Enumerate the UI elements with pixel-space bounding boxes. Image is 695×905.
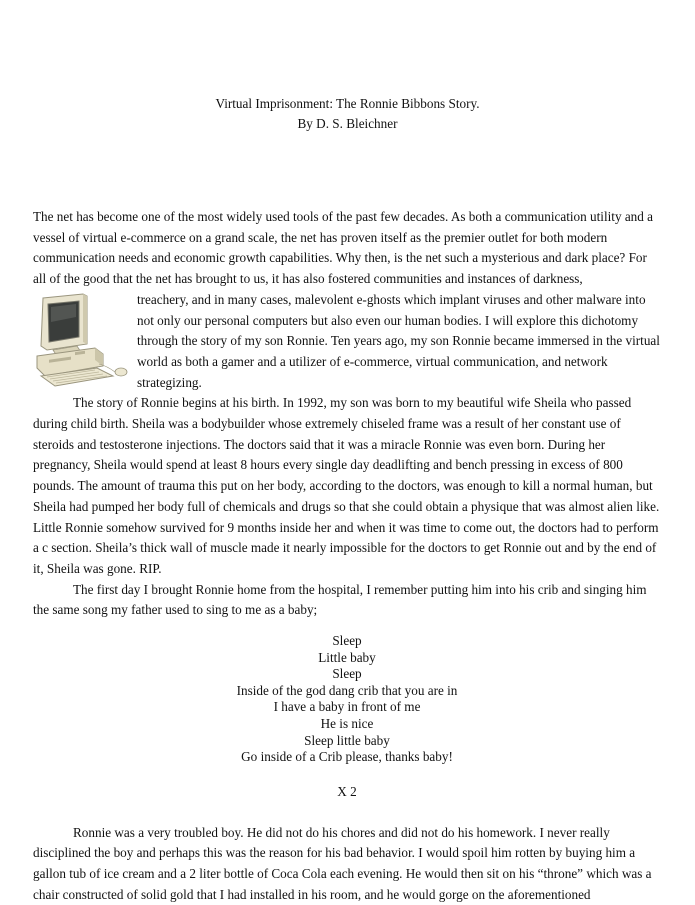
desktop-computer-icon — [33, 292, 133, 390]
poem-line: I have a baby in front of me — [273, 699, 421, 715]
poem-line: Sleep — [332, 666, 362, 682]
lullaby-poem — [33, 633, 661, 766]
paragraph-first-day: The first day I brought Ronnie home from the hospital, I remember putting him into his crib and singing him the same song my father used to sing to me as a baby; — [33, 581, 647, 618]
paragraph-birth: The story of Ronnie begins at his birth. In 1992, my son was born to my beautiful wife Sheila who passed during child birth. Sheila was a bodybuilder whose extremely chiseled frame was a result of her constant use of steroids and testosterone injections. The doctors said that it was a miracle Ronnie was even born. During her pregnancy, Sheila would spend at least 8 hours every single day deadlifting and bench pressing in excess of 800 pounds. The amount of trauma this put on her body, according to the doctors, was enough to kill a normal human, but Sheila had pumped her body full of chemicals and drugs so that she could obtain a physique that was almost alien like. Little Ronnie somehow survived for 9 months inside her and when it was time to come out, the doctors had to perform a c section. Sheila’s thick wall of muscle made it nearly impossible for the doctors to get Ronnie out and by the end of it, Sheila was gone. RIP. — [33, 395, 660, 576]
paragraph-intro: The net has become one of the most widely used tools of the past few decades. As both a communication utility and a vessel of virtual e-commerce on a grand scale, the net has proven itself as the premier outlet for both modern communication needs and economic growth capabilities. Why then, is the net such a mysterious and dark place? For all of the good that the net has brought to us, it has also fostered communities and instances of darkness, — [33, 209, 654, 287]
poem-line: He is nice — [320, 716, 374, 732]
poem-line: Sleep — [332, 633, 362, 649]
document-body — [33, 207, 661, 905]
poem-line: Sleep little baby — [304, 732, 390, 748]
poem-line: Go inside of a Crib please, thanks baby! — [241, 749, 453, 765]
repeat-marker: X 2 — [337, 783, 357, 799]
paragraph-intro-continued: treachery, and in many cases, malevolent e-ghosts which implant viruses and other malware into not only our personal computers but also even our human bodies. I will explore this dichotomy through the story of my son Ronnie. Ten years ago, my son Ronnie became immersed in the virtual world as both a gamer and a utilizer of e-commerce, virtual communication, and network strategizing. — [137, 291, 660, 390]
paragraph-troubled-boy: Ronnie was a very troubled boy. He did not do his chores and did not do his homework. I never really disciplined the boy and perhaps this was the reason for his bad behavior. I would spoil him rotten by buying him a gallon tub of ice cream and a 2 liter bottle of Coca Cola each evening. He would then sit on his “throne” which was a chair constructed of solid gold that I had installed in his room, and he would gorge on the aforementioned — [33, 824, 652, 902]
image-wrap-row — [33, 290, 661, 580]
document-byline: By D. S. Bleichner — [297, 116, 398, 131]
title-block — [0, 94, 695, 134]
poem-line: Little baby — [318, 649, 376, 665]
poem-line: Inside of the god dang crib that you are in — [236, 682, 458, 698]
document-title: Virtual Imprisonment: The Ronnie Bibbons Story. — [215, 96, 480, 111]
